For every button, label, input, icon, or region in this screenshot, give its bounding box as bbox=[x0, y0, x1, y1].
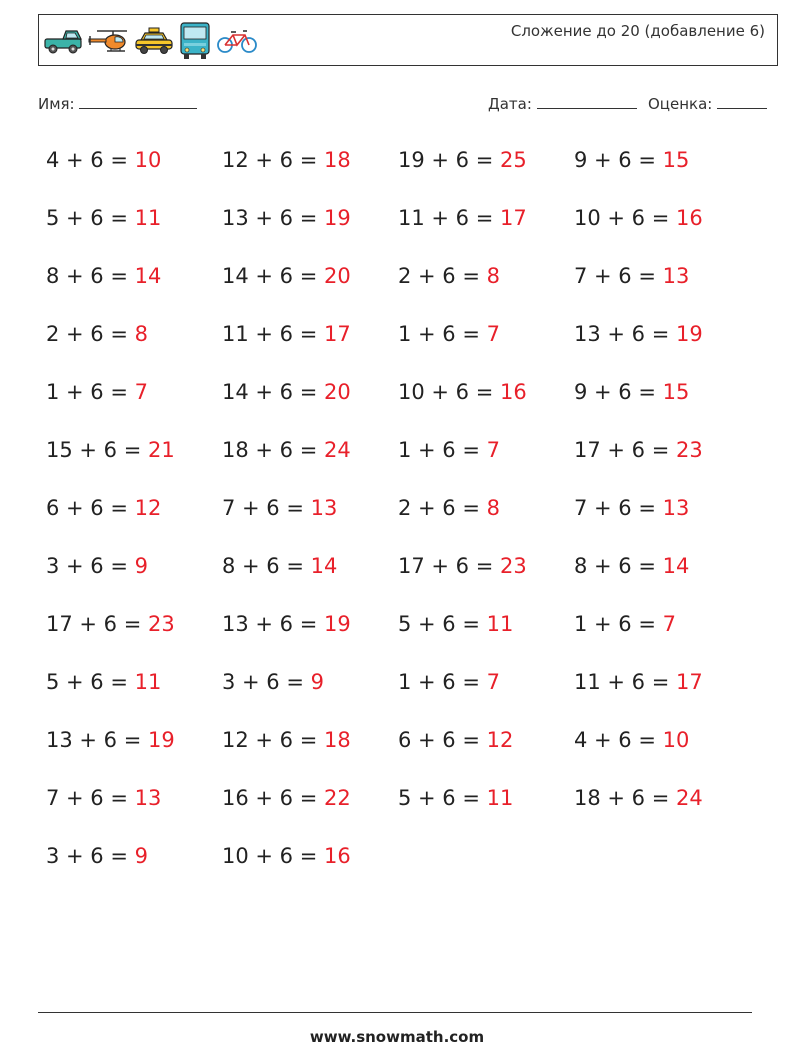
problem-answer: 8 bbox=[486, 264, 500, 288]
problem-answer: 12 bbox=[134, 496, 162, 520]
bicycle-icon bbox=[215, 27, 259, 55]
problem-item bbox=[222, 606, 351, 642]
problem-question: 3 + 6 = bbox=[222, 670, 311, 694]
problem-answer: 17 bbox=[675, 670, 703, 694]
problem-answer: 17 bbox=[323, 322, 351, 346]
problem-item bbox=[574, 606, 676, 642]
problem-answer: 16 bbox=[323, 844, 351, 868]
problem-question: 5 + 6 = bbox=[398, 786, 487, 810]
problem-item bbox=[398, 258, 500, 294]
problem-question: 13 + 6 = bbox=[222, 612, 324, 636]
problem-question: 8 + 6 = bbox=[46, 264, 135, 288]
problem-answer: 19 bbox=[675, 322, 703, 346]
problem-answer: 24 bbox=[675, 786, 703, 810]
problem-answer: 21 bbox=[147, 438, 175, 462]
problem-item bbox=[574, 780, 703, 816]
date-label: Дата: bbox=[488, 95, 532, 113]
problem-question: 11 + 6 = bbox=[222, 322, 324, 346]
problem-question: 1 + 6 = bbox=[398, 670, 487, 694]
problem-question: 13 + 6 = bbox=[222, 206, 324, 230]
pickup-truck-icon bbox=[43, 27, 85, 55]
problem-question: 8 + 6 = bbox=[574, 554, 663, 578]
problem-item bbox=[398, 374, 527, 410]
problem-answer: 23 bbox=[675, 438, 703, 462]
problem-item bbox=[46, 664, 161, 700]
problem-item bbox=[574, 490, 689, 526]
problem-answer: 11 bbox=[134, 670, 162, 694]
worksheet-header bbox=[38, 14, 778, 66]
problem-question: 12 + 6 = bbox=[222, 148, 324, 172]
footer-divider bbox=[38, 1012, 752, 1013]
problem-item bbox=[574, 200, 703, 236]
problem-answer: 11 bbox=[486, 612, 514, 636]
problem-item bbox=[222, 142, 351, 178]
problem-item bbox=[398, 316, 500, 352]
problem-answer: 9 bbox=[134, 554, 148, 578]
date-field bbox=[488, 94, 637, 113]
problem-answer: 15 bbox=[662, 380, 690, 404]
problem-item bbox=[46, 780, 161, 816]
problem-item bbox=[222, 664, 324, 700]
problem-answer: 8 bbox=[134, 322, 148, 346]
problem-question: 1 + 6 = bbox=[574, 612, 663, 636]
problem-question: 7 + 6 = bbox=[222, 496, 311, 520]
problem-question: 8 + 6 = bbox=[222, 554, 311, 578]
problem-question: 4 + 6 = bbox=[574, 728, 663, 752]
problem-item bbox=[398, 142, 527, 178]
problem-item bbox=[398, 722, 513, 758]
problem-item bbox=[222, 258, 351, 294]
problem-item bbox=[574, 258, 689, 294]
problem-item bbox=[222, 432, 351, 468]
problem-item bbox=[46, 722, 175, 758]
problem-question: 9 + 6 = bbox=[574, 148, 663, 172]
problem-question: 3 + 6 = bbox=[46, 844, 135, 868]
vehicle-icons bbox=[43, 23, 259, 59]
problem-item bbox=[46, 838, 148, 874]
name-blank-line bbox=[79, 94, 197, 109]
problem-item bbox=[574, 316, 703, 352]
problem-item bbox=[398, 490, 500, 526]
helicopter-icon bbox=[87, 27, 131, 55]
problem-answer: 24 bbox=[323, 438, 351, 462]
problem-answer: 9 bbox=[310, 670, 324, 694]
problem-question: 10 + 6 = bbox=[574, 206, 676, 230]
problem-answer: 13 bbox=[662, 264, 690, 288]
problem-item bbox=[46, 490, 161, 526]
problem-question: 5 + 6 = bbox=[398, 612, 487, 636]
problem-question: 1 + 6 = bbox=[46, 380, 135, 404]
problem-answer: 7 bbox=[486, 670, 500, 694]
problem-answer: 14 bbox=[310, 554, 338, 578]
footer-website: www.snowmath.com bbox=[309, 1028, 485, 1046]
problem-answer: 13 bbox=[310, 496, 338, 520]
problem-question: 16 + 6 = bbox=[222, 786, 324, 810]
problem-item bbox=[222, 316, 351, 352]
problem-item bbox=[222, 780, 351, 816]
problem-answer: 16 bbox=[499, 380, 527, 404]
problem-item bbox=[222, 490, 337, 526]
problem-answer: 8 bbox=[486, 496, 500, 520]
problem-answer: 13 bbox=[662, 496, 690, 520]
problem-item bbox=[46, 374, 148, 410]
problem-answer: 12 bbox=[486, 728, 514, 752]
problem-question: 14 + 6 = bbox=[222, 380, 324, 404]
problem-answer: 18 bbox=[323, 728, 351, 752]
problem-answer: 20 bbox=[323, 380, 351, 404]
problem-question: 14 + 6 = bbox=[222, 264, 324, 288]
problem-question: 10 + 6 = bbox=[222, 844, 324, 868]
problem-question: 15 + 6 = bbox=[46, 438, 148, 462]
problem-item bbox=[46, 432, 175, 468]
date-blank-line bbox=[537, 94, 637, 109]
problem-question: 2 + 6 = bbox=[398, 496, 487, 520]
problem-answer: 11 bbox=[134, 206, 162, 230]
problem-answer: 18 bbox=[323, 148, 351, 172]
problem-question: 6 + 6 = bbox=[46, 496, 135, 520]
problem-question: 18 + 6 = bbox=[574, 786, 676, 810]
problem-answer: 23 bbox=[499, 554, 527, 578]
problem-item bbox=[574, 374, 689, 410]
problem-question: 7 + 6 = bbox=[574, 264, 663, 288]
worksheet-title: Сложение до 20 (добавление 6) bbox=[510, 22, 765, 40]
problem-question: 18 + 6 = bbox=[222, 438, 324, 462]
problem-item bbox=[574, 142, 689, 178]
problem-answer: 20 bbox=[323, 264, 351, 288]
problem-question: 17 + 6 = bbox=[398, 554, 500, 578]
problem-question: 12 + 6 = bbox=[222, 728, 324, 752]
problem-item bbox=[574, 432, 703, 468]
problem-answer: 22 bbox=[323, 786, 351, 810]
problem-question: 17 + 6 = bbox=[46, 612, 148, 636]
problem-answer: 11 bbox=[486, 786, 514, 810]
problem-answer: 19 bbox=[323, 206, 351, 230]
problem-item bbox=[398, 200, 527, 236]
problem-question: 13 + 6 = bbox=[46, 728, 148, 752]
problem-question: 19 + 6 = bbox=[398, 148, 500, 172]
grade-label: Оценка: bbox=[648, 95, 713, 113]
problem-question: 4 + 6 = bbox=[46, 148, 135, 172]
problem-question: 9 + 6 = bbox=[574, 380, 663, 404]
name-field bbox=[38, 94, 197, 113]
problem-answer: 14 bbox=[134, 264, 162, 288]
problem-item bbox=[222, 374, 351, 410]
problem-answer: 17 bbox=[499, 206, 527, 230]
problem-answer: 10 bbox=[134, 148, 162, 172]
problem-item bbox=[574, 664, 703, 700]
problem-answer: 7 bbox=[662, 612, 676, 636]
problem-item bbox=[398, 432, 500, 468]
bus-icon bbox=[177, 21, 213, 61]
problem-question: 5 + 6 = bbox=[46, 206, 135, 230]
problem-answer: 16 bbox=[675, 206, 703, 230]
problem-answer: 25 bbox=[499, 148, 527, 172]
taxi-icon bbox=[133, 26, 175, 56]
problem-item bbox=[46, 142, 161, 178]
grade-field bbox=[648, 94, 767, 113]
problem-item bbox=[222, 200, 351, 236]
problem-item bbox=[398, 780, 513, 816]
problem-item bbox=[398, 548, 527, 584]
problem-question: 3 + 6 = bbox=[46, 554, 135, 578]
problem-answer: 19 bbox=[323, 612, 351, 636]
problem-item bbox=[46, 200, 161, 236]
problem-question: 1 + 6 = bbox=[398, 438, 487, 462]
problem-question: 10 + 6 = bbox=[398, 380, 500, 404]
problem-answer: 14 bbox=[662, 554, 690, 578]
problem-item bbox=[222, 722, 351, 758]
problem-item bbox=[574, 548, 689, 584]
problem-question: 7 + 6 = bbox=[574, 496, 663, 520]
problem-question: 1 + 6 = bbox=[398, 322, 487, 346]
problem-answer: 19 bbox=[147, 728, 175, 752]
problem-item bbox=[398, 606, 513, 642]
problem-answer: 9 bbox=[134, 844, 148, 868]
problem-item bbox=[222, 838, 351, 874]
problem-question: 6 + 6 = bbox=[398, 728, 487, 752]
problem-answer: 15 bbox=[662, 148, 690, 172]
problem-question: 7 + 6 = bbox=[46, 786, 135, 810]
grade-blank-line bbox=[717, 94, 767, 109]
problem-item bbox=[46, 316, 148, 352]
problem-item bbox=[222, 548, 337, 584]
problem-question: 11 + 6 = bbox=[398, 206, 500, 230]
problem-item bbox=[46, 258, 161, 294]
problem-answer: 23 bbox=[147, 612, 175, 636]
problem-answer: 7 bbox=[486, 322, 500, 346]
problem-item bbox=[46, 548, 148, 584]
problem-answer: 13 bbox=[134, 786, 162, 810]
name-label: Имя: bbox=[38, 95, 75, 113]
problem-question: 2 + 6 = bbox=[398, 264, 487, 288]
problem-question: 11 + 6 = bbox=[574, 670, 676, 694]
problem-answer: 7 bbox=[134, 380, 148, 404]
problem-question: 17 + 6 = bbox=[574, 438, 676, 462]
problem-question: 13 + 6 = bbox=[574, 322, 676, 346]
problem-answer: 10 bbox=[662, 728, 690, 752]
problem-question: 5 + 6 = bbox=[46, 670, 135, 694]
problem-item bbox=[574, 722, 689, 758]
problem-item bbox=[398, 664, 500, 700]
problem-item bbox=[46, 606, 175, 642]
problem-answer: 7 bbox=[486, 438, 500, 462]
problem-question: 2 + 6 = bbox=[46, 322, 135, 346]
